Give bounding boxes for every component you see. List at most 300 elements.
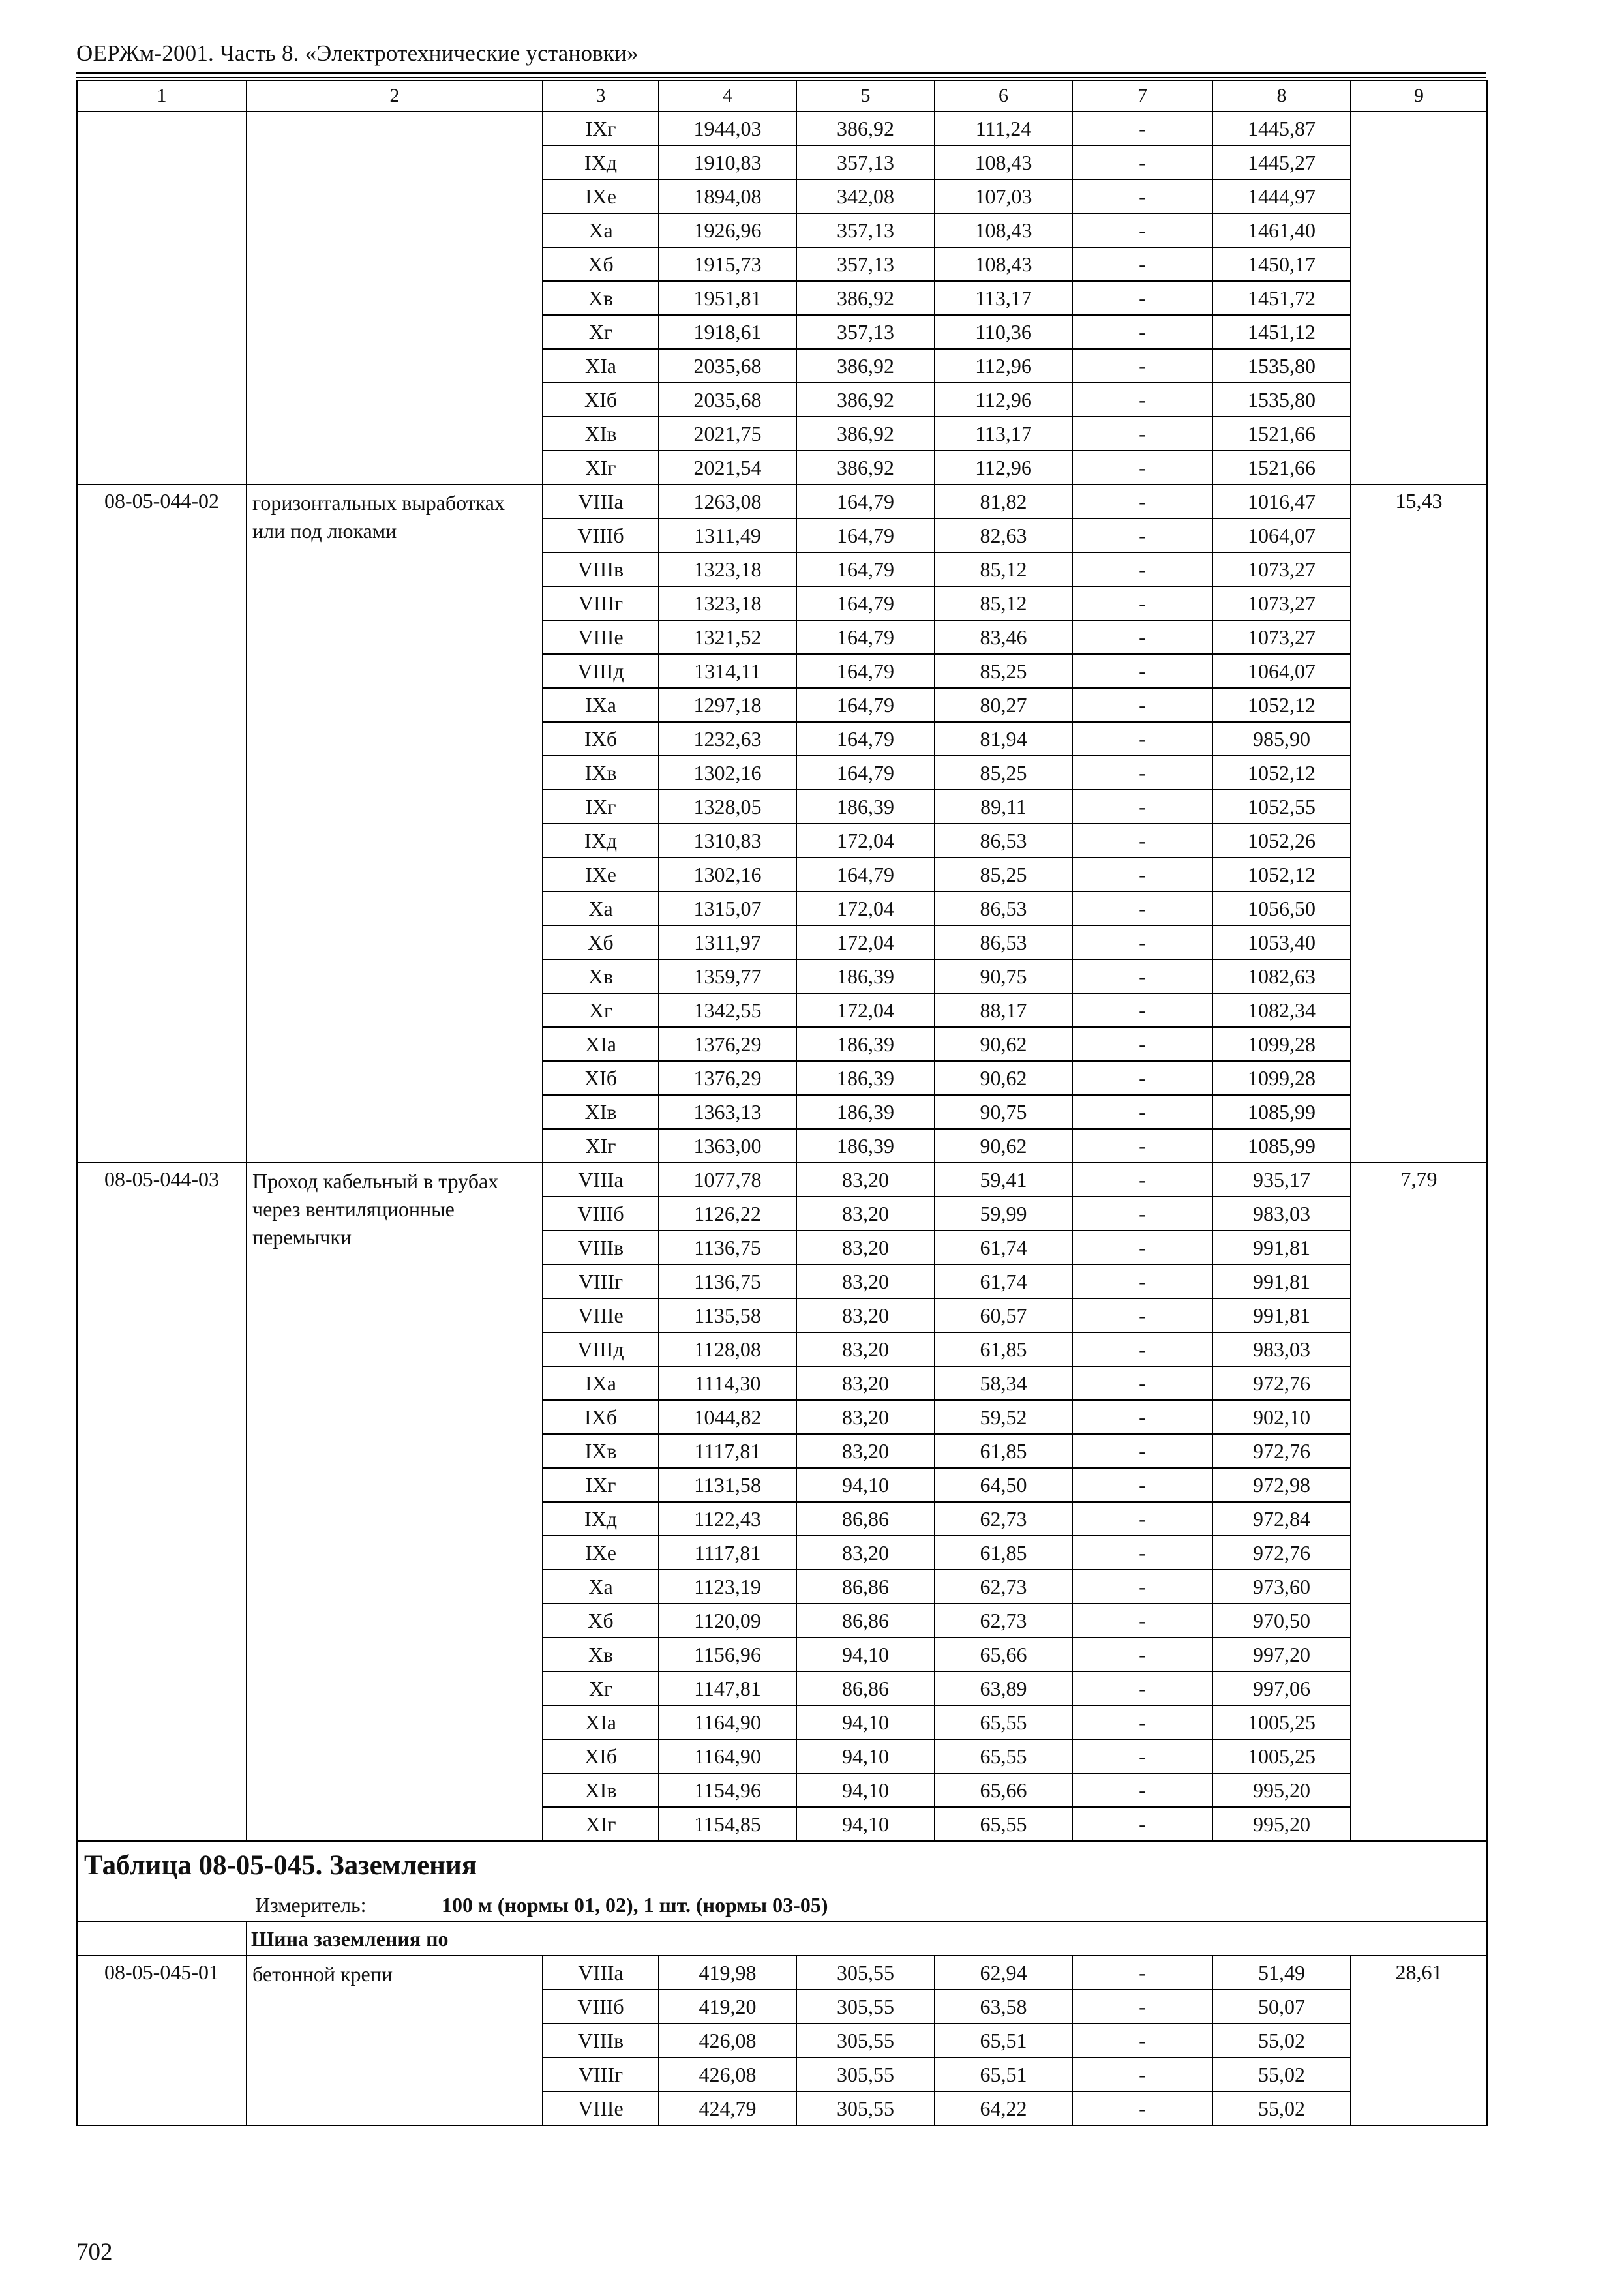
table-cell: 64,22 <box>935 2091 1072 2125</box>
table-cell: 305,55 <box>796 2057 935 2091</box>
table-cell: - <box>1072 1163 1212 1197</box>
table-cell: 1376,29 <box>659 1027 796 1061</box>
table-cell: 112,96 <box>935 451 1072 485</box>
table-cell: 2021,54 <box>659 451 796 485</box>
table-cell: 1064,07 <box>1212 518 1351 552</box>
table-cell: IXг <box>543 790 659 824</box>
norm-description: бетонной крепи <box>247 1956 543 2125</box>
column-header: 7 <box>1072 80 1212 112</box>
table-cell: 172,04 <box>796 925 935 959</box>
table-cell: 112,96 <box>935 349 1072 383</box>
table-cell: - <box>1072 247 1212 281</box>
table-cell: 1302,16 <box>659 756 796 790</box>
table-cell: 1073,27 <box>1212 586 1351 620</box>
table-cell: 164,79 <box>796 722 935 756</box>
table-row <box>77 1163 1487 1197</box>
table-cell: 186,39 <box>796 1095 935 1129</box>
table-cell: 61,85 <box>935 1434 1072 1468</box>
table-cell: - <box>1072 1434 1212 1468</box>
table-cell: IXе <box>543 1536 659 1570</box>
table-cell: 1323,18 <box>659 586 796 620</box>
table-cell: 995,20 <box>1212 1773 1351 1807</box>
table-cell: 305,55 <box>796 2024 935 2057</box>
table-cell: - <box>1072 1061 1212 1095</box>
column-header: 4 <box>659 80 796 112</box>
table-cell: 1117,81 <box>659 1434 796 1468</box>
table-cell: XIа <box>543 1027 659 1061</box>
table-cell: VIIIе <box>543 1298 659 1332</box>
table-cell: 386,92 <box>796 349 935 383</box>
column-header-row <box>77 80 1487 112</box>
table-cell: 86,86 <box>796 1570 935 1604</box>
table-cell: 1053,40 <box>1212 925 1351 959</box>
table-cell: 997,06 <box>1212 1671 1351 1705</box>
table-cell: 65,55 <box>935 1739 1072 1773</box>
table-cell: 1052,26 <box>1212 824 1351 858</box>
table-cell: 64,50 <box>935 1468 1072 1502</box>
norm-code: 08-05-044-02 <box>77 485 247 1163</box>
table-cell: 94,10 <box>796 1739 935 1773</box>
table-cell: XIг <box>543 1129 659 1163</box>
table-cell: 186,39 <box>796 959 935 993</box>
table-cell: 1302,16 <box>659 858 796 891</box>
table-cell: 1894,08 <box>659 179 796 213</box>
column-header: 8 <box>1212 80 1351 112</box>
table-cell: Xв <box>543 959 659 993</box>
table-cell: 1926,96 <box>659 213 796 247</box>
table-cell: 1082,34 <box>1212 993 1351 1027</box>
table-cell: - <box>1072 959 1212 993</box>
table-cell: 1128,08 <box>659 1332 796 1366</box>
table-cell: - <box>1072 1468 1212 1502</box>
table-cell: 164,79 <box>796 654 935 688</box>
table-cell: 108,43 <box>935 145 1072 179</box>
table-cell: 1918,61 <box>659 315 796 349</box>
table-cell: 86,53 <box>935 824 1072 858</box>
table-cell: 58,34 <box>935 1366 1072 1400</box>
table-cell: XIв <box>543 417 659 451</box>
table-row <box>77 485 1487 518</box>
table-cell: 164,79 <box>796 858 935 891</box>
table-cell: 1451,72 <box>1212 281 1351 315</box>
table-cell: 94,10 <box>796 1705 935 1739</box>
table-cell: Xа <box>543 891 659 925</box>
table-cell: 82,63 <box>935 518 1072 552</box>
table-cell: 186,39 <box>796 1061 935 1095</box>
table-cell: 386,92 <box>796 383 935 417</box>
norm-description: Проход кабельный в трубах через вентиляционные перемычки <box>247 1163 543 1841</box>
table-cell: Xг <box>543 315 659 349</box>
table-cell: 997,20 <box>1212 1638 1351 1671</box>
norm-code: 08-05-044-03 <box>77 1163 247 1841</box>
table-cell: VIIIб <box>543 1990 659 2024</box>
table-cell: 112,96 <box>935 383 1072 417</box>
column-header: 9 <box>1351 80 1487 112</box>
table-cell: 991,81 <box>1212 1264 1351 1298</box>
table-cell: 1154,96 <box>659 1773 796 1807</box>
table-cell: 1120,09 <box>659 1604 796 1638</box>
table-cell: - <box>1072 993 1212 1027</box>
table-cell: 172,04 <box>796 993 935 1027</box>
table-cell: 1232,63 <box>659 722 796 756</box>
table-cell: 89,11 <box>935 790 1072 824</box>
table-cell: - <box>1072 1739 1212 1773</box>
table-cell: VIIIб <box>543 518 659 552</box>
table-cell: 83,20 <box>796 1536 935 1570</box>
table-cell: VIIIе <box>543 620 659 654</box>
table-cell: - <box>1072 2024 1212 2057</box>
table-cell: 1131,58 <box>659 1468 796 1502</box>
table-cell: IXд <box>543 1502 659 1536</box>
header-rule <box>76 72 1486 74</box>
table-cell: 972,98 <box>1212 1468 1351 1502</box>
table-cell: 1363,13 <box>659 1095 796 1129</box>
table-cell: Xб <box>543 247 659 281</box>
table-cell: 164,79 <box>796 552 935 586</box>
table-cell: 111,24 <box>935 112 1072 145</box>
table-cell: VIIIа <box>543 1956 659 1990</box>
table-cell: 113,17 <box>935 281 1072 315</box>
table-cell: 1944,03 <box>659 112 796 145</box>
table-cell: Xа <box>543 213 659 247</box>
table-cell: 1136,75 <box>659 1264 796 1298</box>
table-cell: 1311,49 <box>659 518 796 552</box>
table-cell: - <box>1072 620 1212 654</box>
table-cell: 386,92 <box>796 451 935 485</box>
table-cell: 1521,66 <box>1212 451 1351 485</box>
table-cell: 1136,75 <box>659 1231 796 1264</box>
table-cell: - <box>1072 1956 1212 1990</box>
table-cell: 1323,18 <box>659 552 796 586</box>
table-cell: 1122,43 <box>659 1502 796 1536</box>
table-cell: 61,74 <box>935 1264 1072 1298</box>
table-cell: - <box>1072 1197 1212 1231</box>
table-cell: - <box>1072 756 1212 790</box>
table-cell: - <box>1072 1807 1212 1841</box>
table-cell: 1073,27 <box>1212 620 1351 654</box>
table-cell: 86,86 <box>796 1604 935 1638</box>
table-cell: - <box>1072 1332 1212 1366</box>
table-cell: - <box>1072 824 1212 858</box>
table-cell: 107,03 <box>935 179 1072 213</box>
norm-description: горизонтальных выработках или под люками <box>247 485 543 1163</box>
table-cell: - <box>1072 1671 1212 1705</box>
table-cell: 995,20 <box>1212 1807 1351 1841</box>
table-cell: - <box>1072 315 1212 349</box>
table-cell: 386,92 <box>796 281 935 315</box>
group-heading-row <box>77 1922 1487 1956</box>
table-cell: 164,79 <box>796 586 935 620</box>
table-cell: - <box>1072 1990 1212 2024</box>
table-cell: VIIIв <box>543 2024 659 2057</box>
table-cell: 1126,22 <box>659 1197 796 1231</box>
table-cell: 62,94 <box>935 1956 1072 1990</box>
table-cell: 186,39 <box>796 1027 935 1061</box>
table-cell: 983,03 <box>1212 1197 1351 1231</box>
table-cell: IXб <box>543 722 659 756</box>
table-cell: Xг <box>543 993 659 1027</box>
table-cell: XIб <box>543 1739 659 1773</box>
table-cell: XIв <box>543 1095 659 1129</box>
table-cell: - <box>1072 722 1212 756</box>
table-cell: 1052,12 <box>1212 756 1351 790</box>
table-cell: 1314,11 <box>659 654 796 688</box>
table-cell: 1164,90 <box>659 1705 796 1739</box>
table-cell: - <box>1072 417 1212 451</box>
table-cell: 972,76 <box>1212 1536 1351 1570</box>
table-cell: 1099,28 <box>1212 1027 1351 1061</box>
table-cell: 426,08 <box>659 2057 796 2091</box>
table-cell: 1044,82 <box>659 1400 796 1434</box>
table-cell: 164,79 <box>796 485 935 518</box>
table-cell: - <box>1072 145 1212 179</box>
table-cell: 991,81 <box>1212 1231 1351 1264</box>
norms-table <box>76 80 1488 2126</box>
table-cell: - <box>1072 1570 1212 1604</box>
table-cell: 1064,07 <box>1212 654 1351 688</box>
table-cell: 63,89 <box>935 1671 1072 1705</box>
table-cell: VIIIв <box>543 552 659 586</box>
table-cell: XIг <box>543 1807 659 1841</box>
table-cell: 1077,78 <box>659 1163 796 1197</box>
column9-value: 7,79 <box>1351 1163 1487 1841</box>
table-cell: 1445,87 <box>1212 112 1351 145</box>
table-cell: 65,66 <box>935 1638 1072 1671</box>
table-cell: 164,79 <box>796 756 935 790</box>
table-cell: 357,13 <box>796 145 935 179</box>
table-cell: - <box>1072 790 1212 824</box>
table-cell: 83,20 <box>796 1197 935 1231</box>
table-cell: 1154,85 <box>659 1807 796 1841</box>
table-cell: 985,90 <box>1212 722 1351 756</box>
page-number: 702 <box>76 2239 113 2266</box>
table-cell: - <box>1072 1095 1212 1129</box>
table-cell: - <box>1072 1638 1212 1671</box>
table-cell: 88,17 <box>935 993 1072 1027</box>
table-cell: 113,17 <box>935 417 1072 451</box>
column-header: 2 <box>247 80 543 112</box>
table-cell: IXд <box>543 145 659 179</box>
table-cell: 61,74 <box>935 1231 1072 1264</box>
table-cell: - <box>1072 1400 1212 1434</box>
table-cell: 342,08 <box>796 179 935 213</box>
table-cell: IXв <box>543 756 659 790</box>
table-cell: Xв <box>543 281 659 315</box>
table-cell: VIIIг <box>543 2057 659 2091</box>
table-cell: 83,20 <box>796 1400 935 1434</box>
table-cell: 55,02 <box>1212 2057 1351 2091</box>
table-cell: 94,10 <box>796 1638 935 1671</box>
table-cell: 94,10 <box>796 1807 935 1841</box>
table-cell: 61,85 <box>935 1332 1072 1366</box>
table-cell: - <box>1072 349 1212 383</box>
table-cell: 61,85 <box>935 1536 1072 1570</box>
column-header: 1 <box>77 80 247 112</box>
table-cell: 426,08 <box>659 2024 796 2057</box>
table-cell: 85,25 <box>935 756 1072 790</box>
table-cell: 86,53 <box>935 891 1072 925</box>
table-cell: 59,52 <box>935 1400 1072 1434</box>
table-cell: - <box>1072 1231 1212 1264</box>
table-cell: - <box>1072 2057 1212 2091</box>
table-cell: 419,20 <box>659 1990 796 2024</box>
table-cell: - <box>1072 112 1212 145</box>
table-cell: - <box>1072 1027 1212 1061</box>
table-cell: - <box>1072 213 1212 247</box>
table-cell: XIв <box>543 1773 659 1807</box>
table-cell: 108,43 <box>935 213 1072 247</box>
table-cell: 90,75 <box>935 1095 1072 1129</box>
table-cell: 63,58 <box>935 1990 1072 2024</box>
table-cell: IXа <box>543 688 659 722</box>
table-cell: 2035,68 <box>659 383 796 417</box>
table-cell: IXв <box>543 1434 659 1468</box>
table-cell: 83,20 <box>796 1264 935 1298</box>
table-cell: Xв <box>543 1638 659 1671</box>
table-cell: 305,55 <box>796 1956 935 1990</box>
table-cell: 1005,25 <box>1212 1739 1351 1773</box>
table-cell: VIIIв <box>543 1231 659 1264</box>
table-cell: Xб <box>543 1604 659 1638</box>
table-cell: 85,12 <box>935 586 1072 620</box>
table-cell: 1311,97 <box>659 925 796 959</box>
table-cell: XIб <box>543 1061 659 1095</box>
table-cell: 172,04 <box>796 891 935 925</box>
table-cell: 164,79 <box>796 518 935 552</box>
table-cell: Xг <box>543 1671 659 1705</box>
table-cell: 90,62 <box>935 1061 1072 1095</box>
table-cell: - <box>1072 485 1212 518</box>
table-cell: - <box>1072 654 1212 688</box>
table-cell: IXа <box>543 1366 659 1400</box>
table-cell: IXб <box>543 1400 659 1434</box>
table-cell: XIа <box>543 1705 659 1739</box>
table-cell: 1005,25 <box>1212 1705 1351 1739</box>
table-cell: 65,51 <box>935 2057 1072 2091</box>
table-cell: 172,04 <box>796 824 935 858</box>
table-cell: 1951,81 <box>659 281 796 315</box>
table-cell: 1297,18 <box>659 688 796 722</box>
table-cell: 1450,17 <box>1212 247 1351 281</box>
table-cell: 164,79 <box>796 688 935 722</box>
table-cell: XIг <box>543 451 659 485</box>
table-cell: 386,92 <box>796 417 935 451</box>
table-cell: 1117,81 <box>659 1536 796 1570</box>
table-cell: 1123,19 <box>659 1570 796 1604</box>
table-row <box>77 112 1487 145</box>
table-cell: 991,81 <box>1212 1298 1351 1332</box>
table-cell: 935,17 <box>1212 1163 1351 1197</box>
table-cell: VIIIд <box>543 1332 659 1366</box>
table-title: Таблица 08-05-045. Заземления <box>77 1841 1487 1889</box>
table-cell: - <box>1072 1773 1212 1807</box>
table-cell: - <box>1072 1502 1212 1536</box>
table-cell: IXе <box>543 858 659 891</box>
table-cell: 970,50 <box>1212 1604 1351 1638</box>
table-cell: - <box>1072 925 1212 959</box>
table-cell: 86,86 <box>796 1671 935 1705</box>
table-cell: IXд <box>543 824 659 858</box>
table-cell: 83,20 <box>796 1366 935 1400</box>
table-cell: 902,10 <box>1212 1400 1351 1434</box>
table-cell: 1164,90 <box>659 1739 796 1773</box>
table-cell: 1342,55 <box>659 993 796 1027</box>
table-cell: 1315,07 <box>659 891 796 925</box>
norm-description <box>247 112 543 485</box>
table-cell: VIIIг <box>543 1264 659 1298</box>
table-cell: 1445,27 <box>1212 145 1351 179</box>
table-row <box>77 1956 1487 1990</box>
table-cell: 973,60 <box>1212 1570 1351 1604</box>
table-cell: 164,79 <box>796 620 935 654</box>
table-cell: 357,13 <box>796 213 935 247</box>
table-cell: - <box>1072 1129 1212 1163</box>
table-cell: - <box>1072 586 1212 620</box>
measure-cell <box>77 1889 1487 1922</box>
table-cell: 50,07 <box>1212 1990 1351 2024</box>
table-cell: - <box>1072 383 1212 417</box>
table-cell: 110,36 <box>935 315 1072 349</box>
table-title-row <box>77 1841 1487 1889</box>
table-cell: VIIIа <box>543 485 659 518</box>
table-cell: 62,73 <box>935 1570 1072 1604</box>
table-cell: - <box>1072 688 1212 722</box>
measure-row <box>77 1889 1487 1922</box>
table-cell: 81,94 <box>935 722 1072 756</box>
table-cell: 55,02 <box>1212 2091 1351 2125</box>
table-cell: 1535,80 <box>1212 349 1351 383</box>
table-cell: VIIIд <box>543 654 659 688</box>
table-cell: 86,86 <box>796 1502 935 1536</box>
table-cell: 1052,12 <box>1212 688 1351 722</box>
table-cell: 59,99 <box>935 1197 1072 1231</box>
table-cell: 1328,05 <box>659 790 796 824</box>
table-cell: 1052,55 <box>1212 790 1351 824</box>
table-cell: 1444,97 <box>1212 179 1351 213</box>
table-cell: VIIIг <box>543 586 659 620</box>
table-cell: 1451,12 <box>1212 315 1351 349</box>
table-cell: 1016,47 <box>1212 485 1351 518</box>
table-cell: 65,55 <box>935 1807 1072 1841</box>
table-cell: 1082,63 <box>1212 959 1351 993</box>
table-cell: - <box>1072 1366 1212 1400</box>
table-cell: 1376,29 <box>659 1061 796 1095</box>
table-cell: 59,41 <box>935 1163 1072 1197</box>
table-cell: 81,82 <box>935 485 1072 518</box>
table-cell: - <box>1072 451 1212 485</box>
table-cell: IXг <box>543 1468 659 1502</box>
table-cell: 94,10 <box>796 1773 935 1807</box>
table-cell: 1056,50 <box>1212 891 1351 925</box>
table-cell: Xа <box>543 1570 659 1604</box>
table-cell: Xб <box>543 925 659 959</box>
table-cell: 80,27 <box>935 688 1072 722</box>
table-cell: 94,10 <box>796 1468 935 1502</box>
table-cell: 972,76 <box>1212 1434 1351 1468</box>
table-cell: 305,55 <box>796 1990 935 2024</box>
table-cell: - <box>1072 1536 1212 1570</box>
table-cell: 1910,83 <box>659 145 796 179</box>
measure-value: 100 м (нормы 01, 02), 1 шт. (нормы 03-05) <box>442 1893 828 1917</box>
table-cell: 972,76 <box>1212 1366 1351 1400</box>
table-cell: 983,03 <box>1212 1332 1351 1366</box>
table-cell: 1052,12 <box>1212 858 1351 891</box>
table-cell: 55,02 <box>1212 2024 1351 2057</box>
table-cell: 83,20 <box>796 1434 935 1468</box>
table-cell: 62,73 <box>935 1604 1072 1638</box>
table-cell: 65,66 <box>935 1773 1072 1807</box>
table-cell: 83,20 <box>796 1163 935 1197</box>
